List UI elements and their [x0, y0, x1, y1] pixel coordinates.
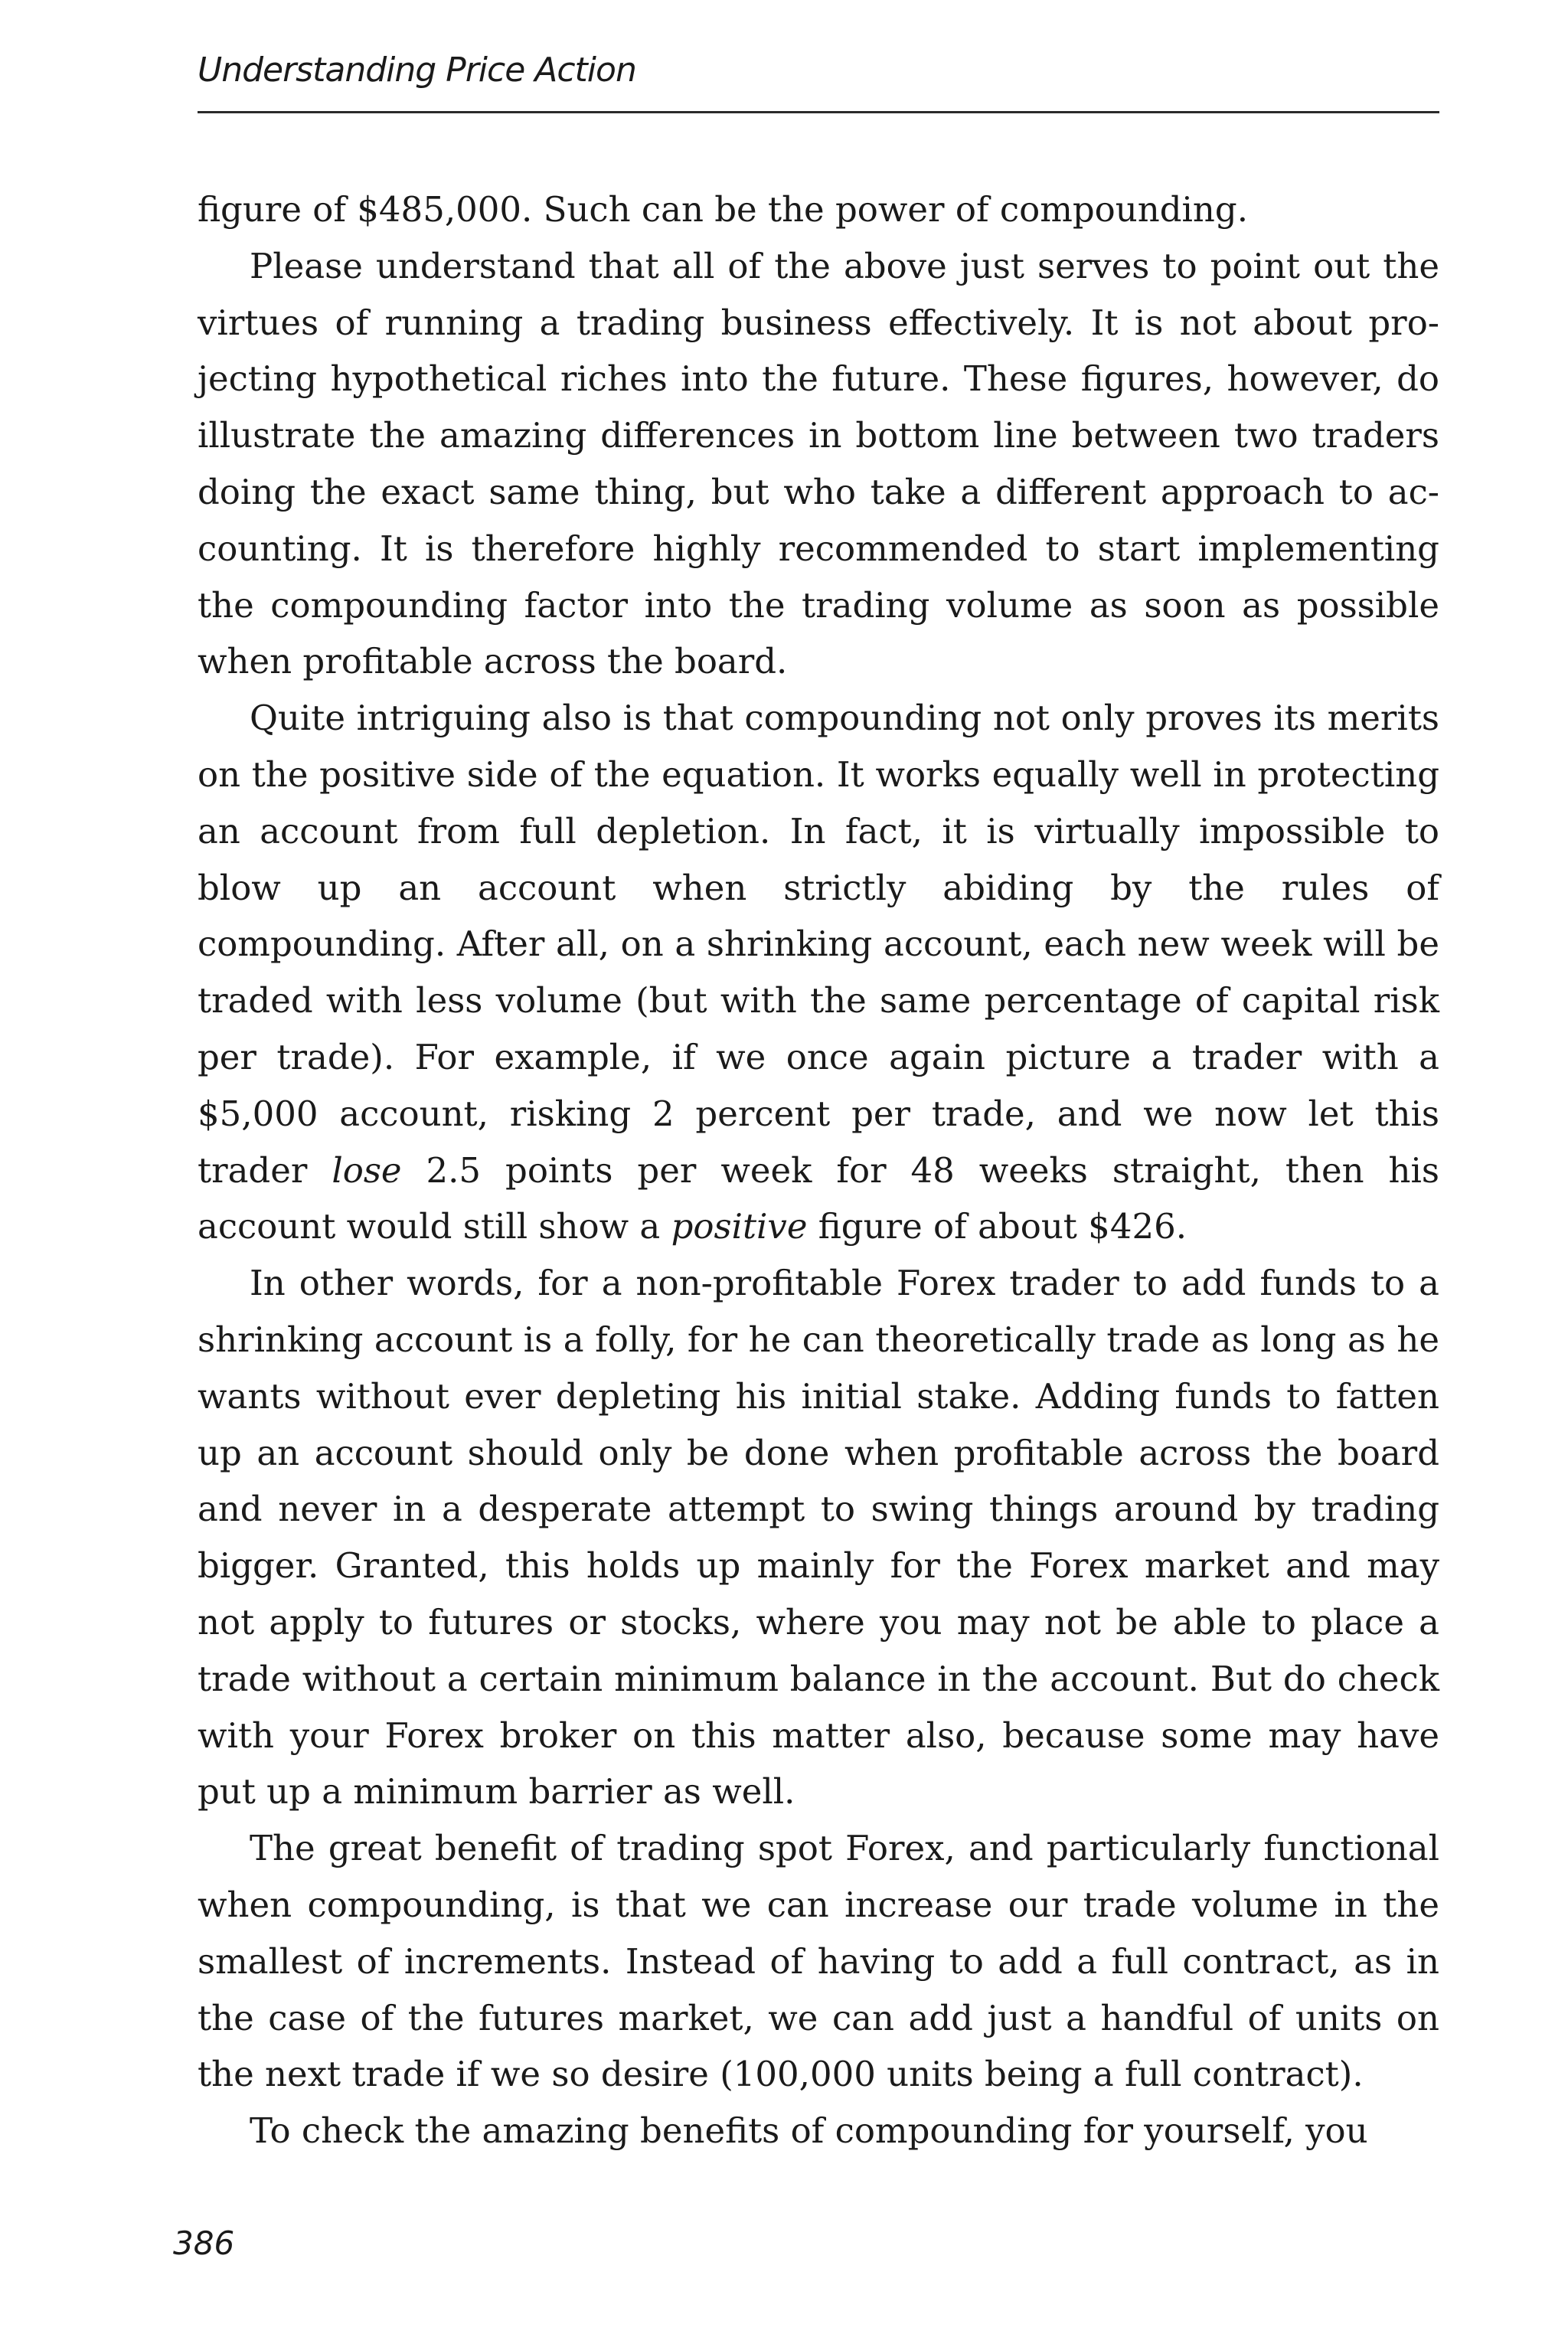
- paragraph: [198, 181, 1439, 238]
- text-run: 2.5 points per week for 48 weeks straight, then his account would still show a: [198, 1149, 1439, 1247]
- paragraph: [198, 690, 1439, 1255]
- running-head: Understanding Price Action: [198, 51, 636, 90]
- body-text: [198, 181, 1439, 2159]
- text-run: The great benefit of trading spot Forex, and particularly functional when compounding, is that we can increase our trade volume in the smallest of increments. Instead of having to add a full contract, as in the case of the futures market, we can add just a handful of units on the next trade if we so desire (100,000 units being a full contract).: [198, 1828, 1439, 2095]
- text-run: Quite intriguing also is that compounding not only proves its merits on the positive side of the equation. It works equally well in protecting an account from full depletion. In fact, it is virtually impossible to blow up an account when strictly abiding by the rules of compounding. After all, on a shrinking account, each new week will be traded with less volume (but with the same percentage of capital risk per trade). For example, if we once again picture a trader with a $5,000 account, risking 2 percent per trade, and we now let this trader: [198, 698, 1439, 1191]
- page-number: 386: [173, 2224, 235, 2262]
- header-rule: [198, 111, 1439, 113]
- text-run: figure of about $426.: [807, 1206, 1187, 1247]
- paragraph: [198, 1820, 1439, 2103]
- paragraph: [198, 1255, 1439, 1820]
- text-run: figure of $485,000. Such can be the power of compounding.: [198, 189, 1249, 230]
- emphasis-positive: positive: [671, 1206, 808, 1247]
- text-run: To check the amazing benefits of compounding for yourself, you: [250, 2110, 1368, 2152]
- emphasis-lose: lose: [332, 1149, 402, 1191]
- text-run: In other words, for a non-profitable Forex trader to add funds to a shrinking account is a folly, for he can theoretically trade as long as he wants without ever depleting his initial stake. Adding funds to fatten up an account should only be done when profitable across the board and never in a desperate attempt to swing things around by trading bigger. Granted, this holds up mainly for the Forex market and may not apply to futures or stocks, where you may not be able to place a trade without a certain minimum balance in the account. But do check with your Forex broker on this matter also, because some may have put up a minimum barrier as well.: [198, 1263, 1439, 1813]
- text-run: Please understand that all of the above just serves to point out the virtues of running a trading business effectively. It is not about projecting hypothetical riches into the future. These figures, however, do illustrate the amazing differences in bottom line between two traders doing the exact same thing, but who take a different approach to accounting. It is therefore highly recommended to start implementing the compounding factor into the trading volume as soon as possible when profitable across the board.: [198, 245, 1439, 682]
- paragraph: [198, 2103, 1439, 2159]
- paragraph: [198, 238, 1439, 690]
